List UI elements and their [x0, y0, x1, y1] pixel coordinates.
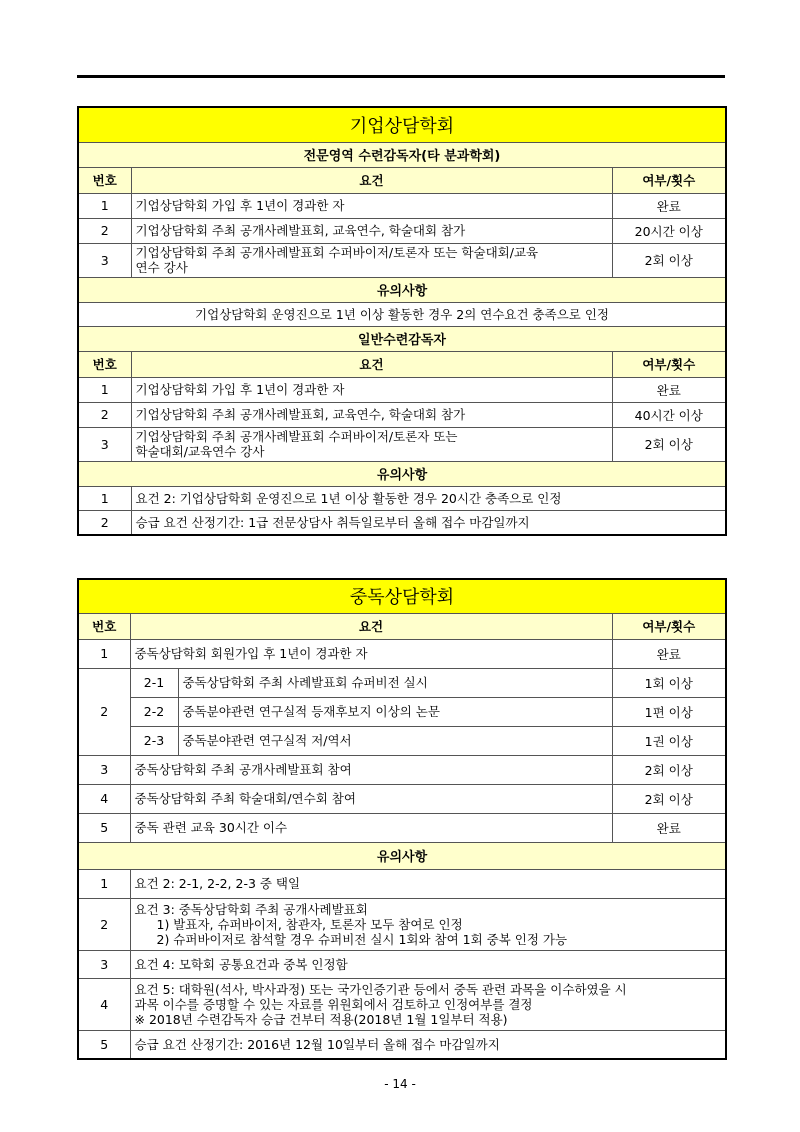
table-row — [78, 639, 726, 668]
row-num: 1 — [78, 193, 131, 218]
note-text: 승급 요건 산정기간: 2016년 12월 10일부터 올해 접수 마감일까지 — [130, 1030, 726, 1059]
corporate-counseling-table — [77, 106, 727, 536]
note-num: 5 — [78, 1030, 130, 1059]
page-number: - 14 - — [384, 1077, 416, 1091]
row-val: 2회 이상 — [612, 243, 726, 277]
row-req: 기업상담학회 가입 후 1년이 경과한 자 — [131, 377, 612, 402]
table-row — [78, 784, 726, 813]
col-header-val: 여부/횟수 — [612, 167, 726, 193]
table-row — [78, 427, 726, 461]
note-text: 요건 4: 모학회 공통요건과 중복 인정함 — [130, 950, 726, 978]
row-num: 5 — [78, 813, 130, 842]
row-req — [131, 427, 612, 461]
row-val: 완료 — [612, 193, 726, 218]
table-row — [78, 218, 726, 243]
table-row — [78, 813, 726, 842]
row-num: 4 — [78, 784, 130, 813]
table-row — [78, 755, 726, 784]
table-title: 중독상담학회 — [78, 579, 726, 613]
note-num: 1 — [78, 869, 130, 898]
note-row — [78, 486, 726, 510]
row-req: 중독상담학회 주최 공개사례발표회 참여 — [130, 755, 612, 784]
row-num: 3 — [78, 427, 131, 461]
table-row — [78, 377, 726, 402]
note-text: 승급 요건 산정기간: 1급 전문상담사 취득일로부터 올해 접수 마감일까지 — [131, 510, 726, 535]
row-num: 1 — [78, 377, 131, 402]
row-req-line: 학술대회/교육연수 강사 — [135, 444, 265, 459]
row-val: 완료 — [612, 377, 726, 402]
notes-title: 유의사항 — [78, 842, 726, 869]
sub-code: 2-2 — [130, 697, 178, 726]
section-title: 전문영역 수련감독자(타 분과학회) — [78, 142, 726, 167]
col-header-req: 요건 — [131, 351, 612, 377]
row-req: 기업상담학회 가입 후 1년이 경과한 자 — [131, 193, 612, 218]
table-row — [78, 193, 726, 218]
table-title: 기업상담학회 — [78, 107, 726, 142]
notes-title: 유의사항 — [78, 461, 726, 486]
row-req-line: 기업상담학회 주최 공개사례발표회 수퍼바이저/토론자 또는 — [135, 429, 458, 444]
row-req: 중독 관련 교육 30시간 이수 — [130, 813, 612, 842]
note-line: 과목 이수를 증명할 수 있는 자료를 위원회에서 검토하고 인정여부를 결정 — [134, 996, 533, 1012]
note-text — [130, 978, 726, 1030]
row-val: 완료 — [612, 813, 726, 842]
sub-code: 2-3 — [130, 726, 178, 755]
note-row — [78, 898, 726, 950]
note-num: 1 — [78, 486, 131, 510]
row-req-line: 기업상담학회 주최 공개사례발표회 수퍼바이저/토론자 또는 학술대회/교육 — [135, 245, 539, 260]
table-row — [78, 697, 726, 726]
row-val: 20시간 이상 — [612, 218, 726, 243]
section-title: 일반수련감독자 — [78, 326, 726, 351]
row-val: 40시간 이상 — [612, 402, 726, 427]
note-row — [78, 950, 726, 978]
row-req-line: 연수 강사 — [135, 260, 188, 275]
row-val: 2회 이상 — [612, 755, 726, 784]
note-row — [78, 869, 726, 898]
row-val: 1권 이상 — [612, 726, 726, 755]
table-row — [78, 668, 726, 697]
note-text: 기업상담학회 운영진으로 1년 이상 활동한 경우 2의 연수요건 충족으로 인정 — [78, 302, 726, 326]
row-num: 1 — [78, 639, 130, 668]
addiction-counseling-table — [77, 578, 727, 1060]
row-val: 완료 — [612, 639, 726, 668]
note-text: 요건 2: 기업상담학회 운영진으로 1년 이상 활동한 경우 20시간 충족으로 인정 — [131, 486, 726, 510]
row-val: 2회 이상 — [612, 784, 726, 813]
row-num: 3 — [78, 755, 130, 784]
col-header-req: 요건 — [131, 167, 612, 193]
col-header-val: 여부/횟수 — [612, 613, 726, 639]
table-row — [78, 243, 726, 277]
table-row — [78, 402, 726, 427]
note-line: ※ 2018년 수련감독자 승급 건부터 적용(2018년 1월 1일부터 적용) — [134, 1011, 508, 1027]
note-row — [78, 1030, 726, 1059]
row-req: 중독상담학회 주최 사례발표회 슈퍼비전 실시 — [178, 668, 612, 697]
sub-code: 2-1 — [130, 668, 178, 697]
note-text: 요건 2: 2-1, 2-2, 2-3 중 택일 — [130, 869, 726, 898]
header-rule — [77, 75, 725, 78]
row-req: 중독분야관련 연구실적 등재후보지 이상의 논문 — [178, 697, 612, 726]
note-num: 4 — [78, 978, 130, 1030]
row-num: 2 — [78, 668, 130, 755]
note-num: 2 — [78, 898, 130, 950]
table-row — [78, 726, 726, 755]
note-row — [78, 978, 726, 1030]
row-req: 기업상담학회 주최 공개사례발표회, 교육연수, 학술대회 참가 — [131, 218, 612, 243]
note-row — [78, 510, 726, 535]
col-header-val: 여부/횟수 — [612, 351, 726, 377]
note-line: 1) 발표자, 슈퍼바이저, 참관자, 토론자 모두 참여로 인정 — [156, 916, 463, 932]
note-line: 2) 슈퍼바이저로 참석할 경우 슈퍼비전 실시 1회와 참여 1회 중복 인정 가능 — [156, 931, 568, 947]
notes-title: 유의사항 — [78, 277, 726, 302]
row-req: 중독분야관련 연구실적 저/역서 — [178, 726, 612, 755]
row-val: 2회 이상 — [612, 427, 726, 461]
col-header-num: 번호 — [78, 167, 131, 193]
col-header-num: 번호 — [78, 351, 131, 377]
row-req — [131, 243, 612, 277]
note-text — [130, 898, 726, 950]
col-header-req: 요건 — [130, 613, 612, 639]
row-num: 2 — [78, 402, 131, 427]
note-num: 2 — [78, 510, 131, 535]
col-header-num: 번호 — [78, 613, 130, 639]
note-line: 요건 5: 대학원(석사, 박사과정) 또는 국가인증기관 등에서 중독 관련 과목을 이수하였을 시 — [134, 981, 627, 997]
row-req: 중독상담학회 주최 학술대회/연수회 참여 — [130, 784, 612, 813]
row-val: 1편 이상 — [612, 697, 726, 726]
row-num: 3 — [78, 243, 131, 277]
note-line: 요건 3: 중독상담학회 주최 공개사례발표회 — [134, 901, 368, 917]
row-val: 1회 이상 — [612, 668, 726, 697]
row-req: 기업상담학회 주최 공개사례발표회, 교육연수, 학술대회 참가 — [131, 402, 612, 427]
row-num: 2 — [78, 218, 131, 243]
note-num: 3 — [78, 950, 130, 978]
row-req: 중독상담학회 회원가입 후 1년이 경과한 자 — [130, 639, 612, 668]
